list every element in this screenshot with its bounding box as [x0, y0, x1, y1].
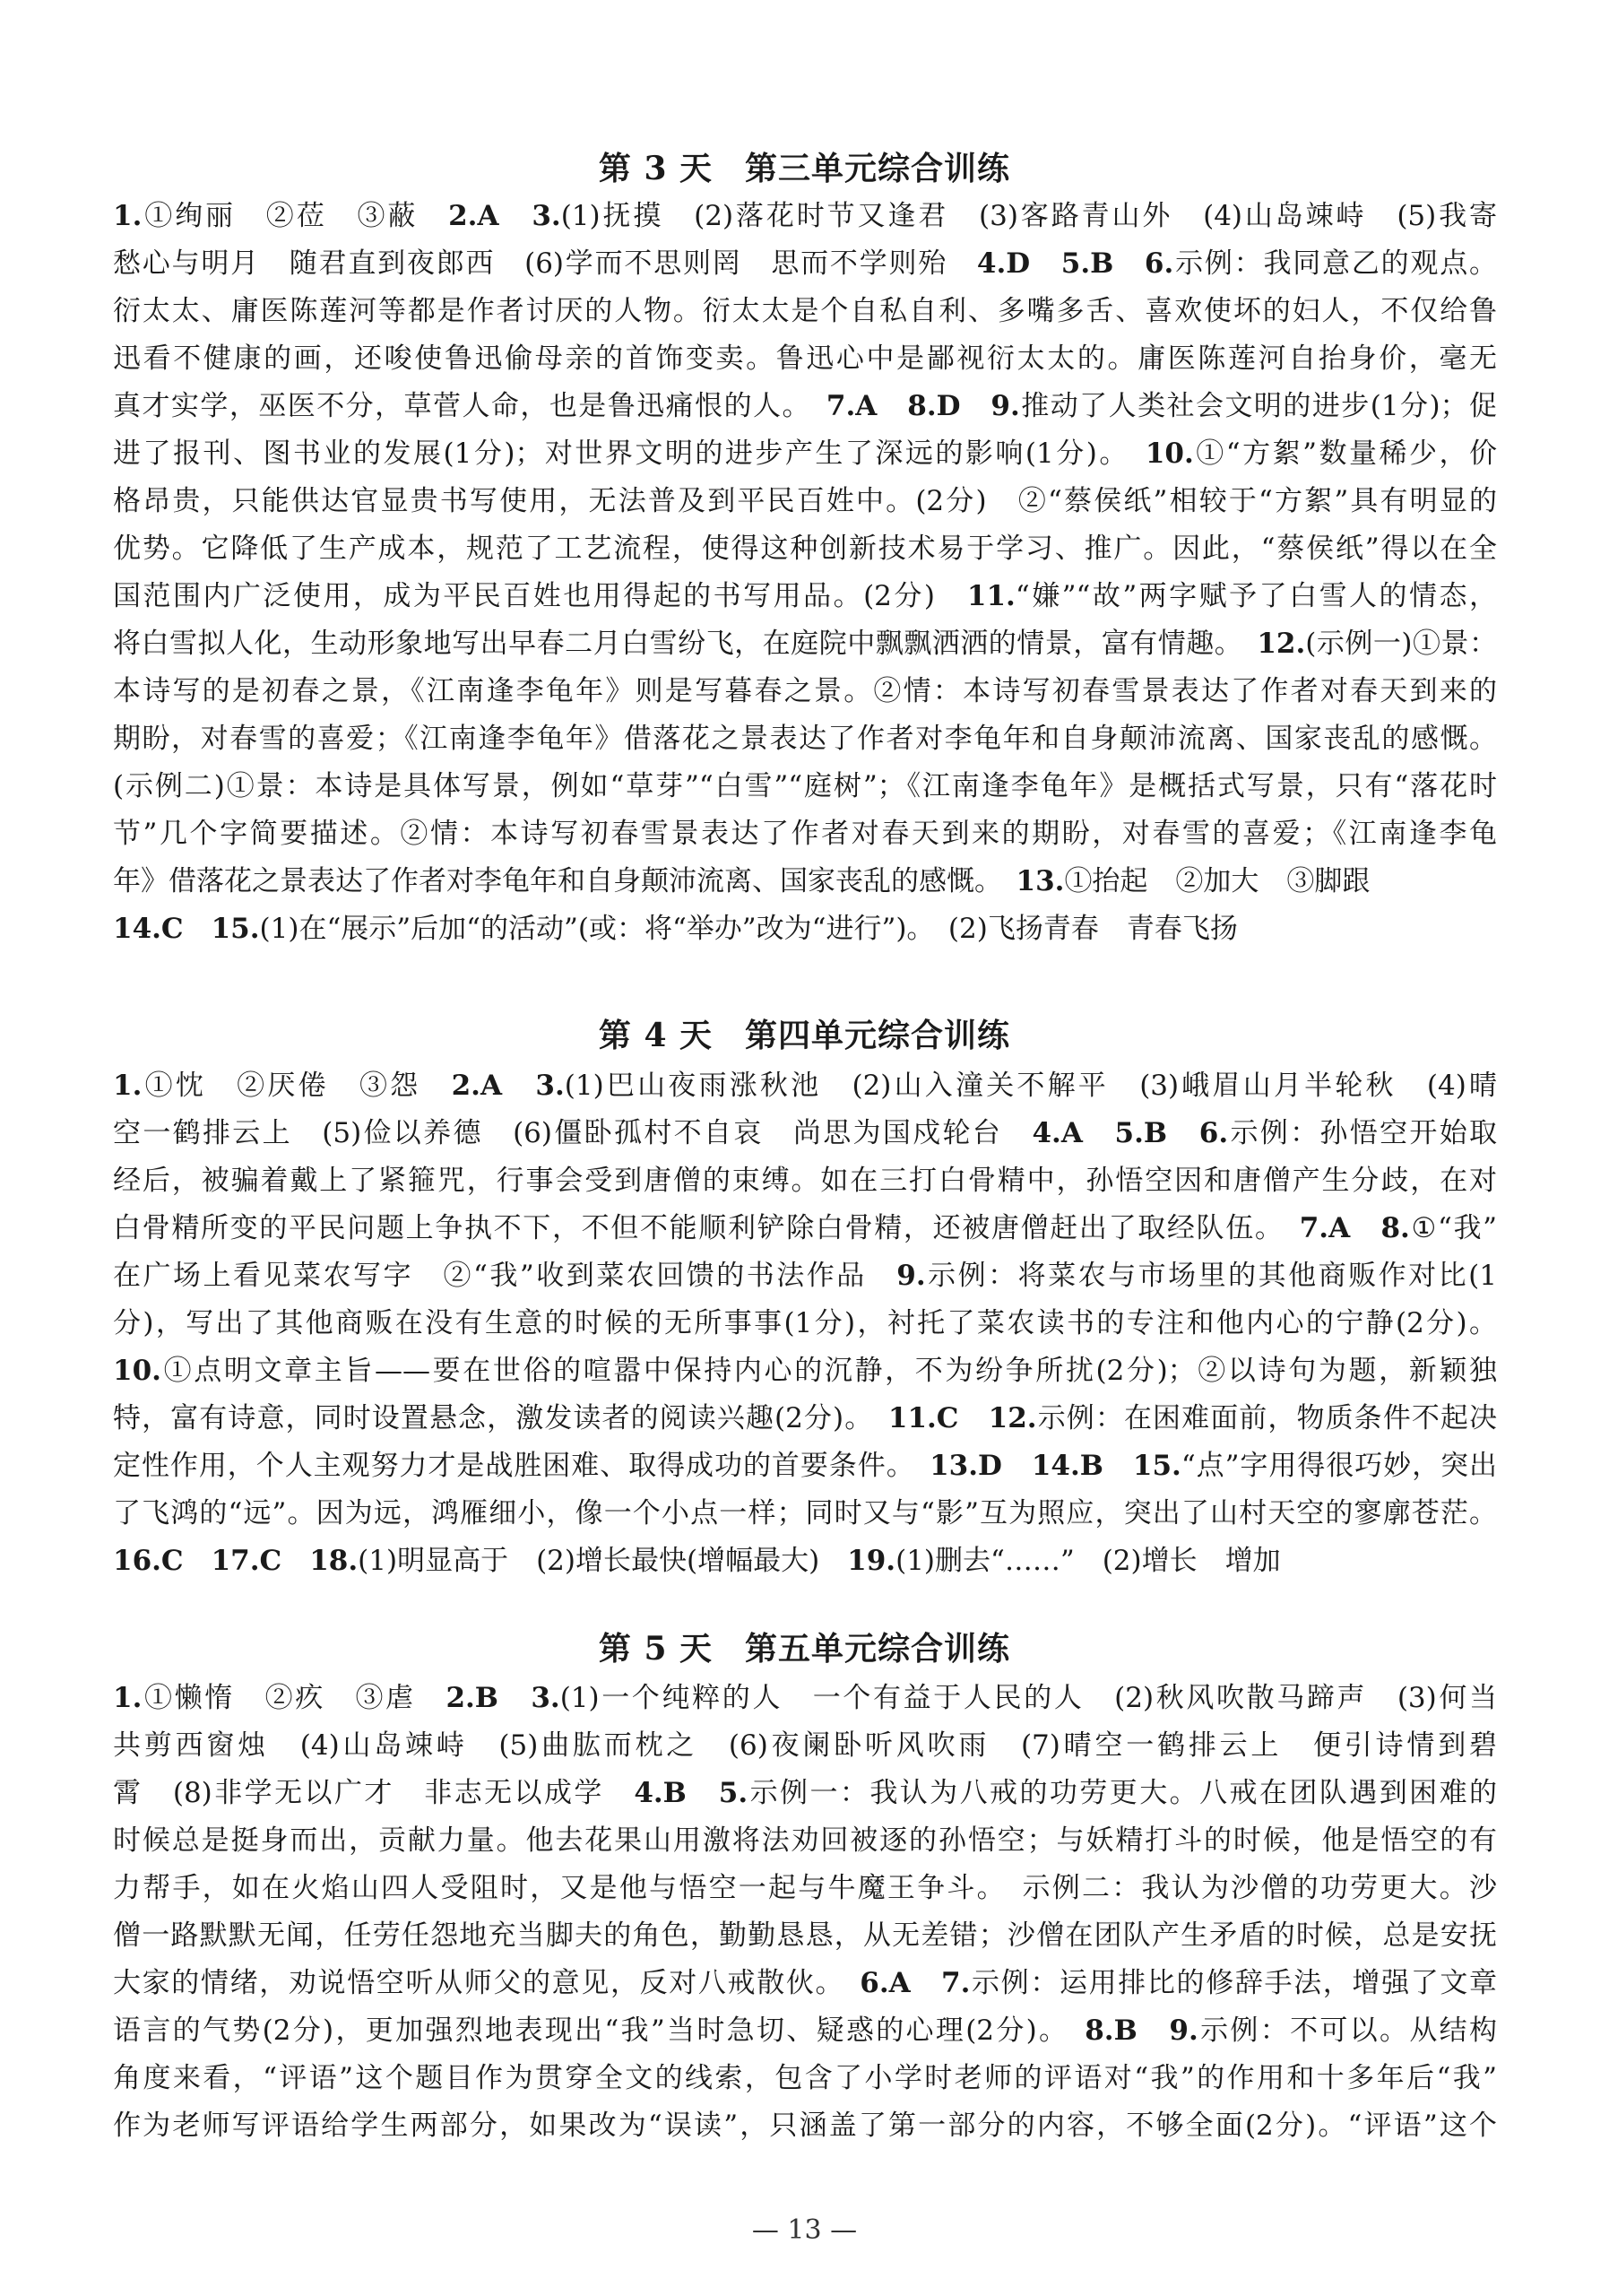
answer-line: 在广场上看见菜农写字 ②“我”收到菜农回馈的书法作品 9.示例：将菜农与市场里的其他商贩作对比(1: [113, 1260, 1497, 1292]
question-number: 4.B: [634, 1777, 687, 1809]
question-number: 1.: [113, 1070, 143, 1102]
question-number: 6.: [1144, 247, 1174, 280]
answer-line: 1.①忱 ②厌倦 ③怨 2.A 3.(1)巴山夜雨涨秋池 (2)山入潼关不解平 (3)峨眉山月半轮秋 (4)晴: [113, 1070, 1498, 1102]
answer-line: 16.C 17.C 18.(1)明显高于 (2)增长最快(增幅最大) 19.(1)删去“……” (2)增长 增加: [113, 1545, 1281, 1577]
answer-line: 大家的情绪，劝说悟空听从师父的意见，反对八戒散伙。 6.A 7.示例：运用排比的修辞手法，增强了文章: [113, 1967, 1498, 1999]
answer-line: 1.①绚丽 ②莅 ③蔽 2.A 3.(1)抚摸 (2)落花时节又逢君 (3)客路青山外 (4)山岛竦峙 (5)我寄: [113, 200, 1498, 232]
answer-line: 时候总是挺身而出，贡献力量。他去花果山用激将法劝回被逐的孙悟空；与妖精打斗的时候，他是悟空的有: [113, 1824, 1497, 1857]
answer-line: 霄 (8)非学无以广才 非志无以成学 4.B 5.示例一：我认为八戒的功劳更大。八戒在团队遇到困难的: [113, 1777, 1498, 1809]
question-number: 6.: [1198, 1117, 1229, 1149]
answer-line: 期盼，对春雪的喜爱；《江南逢李龟年》借落花之景表达了作者对李龟年和自身颠沛流离、国家丧乱的感慨。: [113, 723, 1497, 755]
question-number: 5.B: [1114, 1117, 1168, 1149]
answer-line: 本诗写的是初春之景，《江南逢李龟年》则是写暮春之景。②情：本诗写初春雪景表达了作者对春天到来的: [113, 675, 1497, 707]
question-number: 15.: [211, 913, 260, 945]
question-number: 7.A: [826, 390, 878, 422]
question-number: 19.: [847, 1545, 896, 1577]
section-day: 第 3 天: [598, 150, 714, 187]
section-heading-day4: [0, 1013, 1609, 1058]
section-answers-day4: [113, 1062, 1497, 1585]
answer-line: 定性作用，个人主观努力才是战胜困难、取得成功的首要条件。 13.D 14.B 15.“点”字用得很巧妙，突出: [113, 1450, 1497, 1482]
question-number: 11.: [966, 580, 1016, 612]
answer-line: 力帮手，如在火焰山四人受阻时，又是他与悟空一起与牛魔王争斗。 示例二：我认为沙僧的功劳更大。沙: [113, 1872, 1497, 1904]
section-day: 第 5 天: [598, 1630, 714, 1668]
answer-line: 14.C 15.(1)在“展示”后加“的活动”(或：将“举办”改为“进行”)。 (2)飞扬青春 青春飞扬: [113, 913, 1238, 945]
question-number: 9.: [896, 1260, 926, 1292]
answer-line: 共剪西窗烛 (4)山岛竦峙 (5)曲肱而枕之 (6)夜阑卧听风吹雨 (7)晴空一鹤排云上 便引诗情到碧: [113, 1729, 1497, 1762]
question-number: 3.: [531, 1682, 560, 1714]
question-number: 6.A: [860, 1967, 911, 1999]
answer-line: 将白雪拟人化，生动形象地写出早春二月白雪纷飞，在庭院中飘飘洒洒的情景，富有情趣。 12.(示例一)①景：: [113, 628, 1497, 660]
question-number: 15.: [1132, 1450, 1181, 1482]
section-answers-day5: [113, 1675, 1497, 2150]
question-number: 5.: [718, 1777, 748, 1809]
question-number: 13.: [1016, 865, 1065, 897]
section-heading-day5: [0, 1626, 1609, 1671]
question-number: 18.: [309, 1545, 359, 1577]
question-number: 5.B: [1060, 247, 1114, 280]
answer-line: 优势。它降低了生产成本，规范了工艺流程，使得这种创新技术易于学习、推广。因此，“蔡侯纸”得以在全: [113, 533, 1497, 565]
question-number: 8.B: [1085, 2014, 1138, 2047]
question-number: 17.C: [211, 1545, 282, 1577]
answer-line: 经后，被骗着戴上了紧箍咒，行事会受到唐僧的束缚。如在三打白骨精中，孙悟空因和唐僧产生分歧，在对: [113, 1165, 1497, 1197]
answer-line: 10.①点明文章主旨——要在世俗的喧嚣中保持内心的沉静，不为纷争所扰(2分)；②以诗句为题，新颖独: [113, 1355, 1497, 1387]
section-title: 第四单元综合训练: [745, 1017, 1011, 1054]
question-number: 2.A: [448, 200, 499, 232]
question-number: 8.: [1380, 1212, 1410, 1244]
answer-line: 白骨精所变的平民问题上争执不下，不但不能顺利铲除白骨精，还被唐僧赶出了取经队伍。 7.A 8.①“我”: [113, 1212, 1497, 1244]
question-number: 9.: [1169, 2014, 1198, 2047]
answer-line: 节”几个字简要描述。②情：本诗写初春雪景表达了作者对春天到来的期盼，对春雪的喜爱；《江南逢李龟: [113, 818, 1497, 850]
answer-line: 国范围内广泛使用，成为平民百姓也用得起的书写用品。(2分) 11.“嫌”“故”两字赋予了白雪人的情态，: [113, 580, 1497, 612]
question-number: 2.A: [451, 1070, 502, 1102]
section-answers-day3: [113, 193, 1497, 953]
question-number: 4.D: [976, 247, 1031, 280]
question-number: 12.: [1257, 628, 1306, 660]
page-number: — 13 —: [751, 2214, 858, 2246]
answer-line: 分)，写出了其他商贩在没有生意的时候的无所事事(1分)，衬托了菜农读书的专注和他内心的宁静(2分)。: [113, 1307, 1497, 1339]
question-number: 12.: [988, 1402, 1037, 1434]
answer-line: (示例二)①景：本诗是具体写景，例如“草芽”“白雪”“庭树”；《江南逢李龟年》是概括式写景，只有“落花时: [113, 770, 1497, 802]
answer-line: 衍太太、庸医陈莲河等都是作者讨厌的人物。衍太太是个自私自利、多嘴多舌、喜欢使坏的妇人，不仅给鲁: [113, 295, 1497, 327]
question-number: 9.: [990, 390, 1020, 422]
answer-line: 愁心与明月 随君直到夜郎西 (6)学而不思则罔 思而不学则殆 4.D 5.B 6.示例：我同意乙的观点。: [113, 247, 1498, 280]
answer-line: 进了报刊、图书业的发展(1分)；对世界文明的进步产生了深远的影响(1分)。 10.①“方絮”数量稀少，价: [113, 438, 1497, 470]
question-number: 10.: [1145, 438, 1194, 470]
question-number: 3.: [532, 200, 561, 232]
question-number: 2.B: [446, 1682, 499, 1714]
question-number: 14.B: [1031, 1450, 1103, 1482]
question-number: 7.: [941, 1967, 971, 1999]
question-number: 8.D: [907, 390, 961, 422]
section-title: 第五单元综合训练: [745, 1630, 1011, 1668]
section-title: 第三单元综合训练: [745, 150, 1011, 187]
question-number: 3.: [535, 1070, 565, 1102]
answer-line: 僧一路默默无闻，任劳任怨地充当脚夫的角色，勤勤恳恳，从无差错；沙僧在团队产生矛盾的时候，总是安抚: [113, 1919, 1497, 1952]
answer-line: 作为老师写评语给学生两部分，如果改为“误读”，只涵盖了第一部分的内容，不够全面(2分)。“评语”这个: [113, 2110, 1497, 2142]
question-number: 7.A: [1299, 1212, 1351, 1244]
answer-line: 1.①懒惰 ②疚 ③虐 2.B 3.(1)一个纯粹的人 一个有益于人民的人 (2)秋风吹散马蹄声 (3)何当: [113, 1682, 1498, 1714]
question-number: 16.C: [113, 1545, 184, 1577]
question-number: 10.: [113, 1355, 161, 1387]
answer-line: 格昂贵，只能供达官显贵书写使用，无法普及到平民百姓中。(2分) ②“蔡侯纸”相较于“方絮”具有明显的: [113, 485, 1497, 517]
question-number: 1.: [113, 200, 143, 232]
question-number: 1.: [113, 1682, 143, 1714]
section-heading-day3: [0, 146, 1609, 191]
answer-line: 了飞鸿的“远”。因为远，鸿雁细小，像一个小点一样；同时又与“影”互为照应，突出了山村天空的寥廓苍茫。: [113, 1497, 1497, 1529]
section-day: 第 4 天: [598, 1017, 714, 1054]
question-number: 14.C: [113, 913, 184, 945]
answer-line: 年》借落花之景表达了作者对李龟年和自身颠沛流离、国家丧乱的感慨。 13.①抬起 ②加大 ③脚跟: [113, 865, 1371, 897]
answer-line: 角度来看，“评语”这个题目作为贯穿全文的线索，包含了小学时老师的评语对“我”的作用和十多年后“我”: [113, 2062, 1497, 2094]
answer-line: 真才实学，巫医不分，草菅人命，也是鲁迅痛恨的人。 7.A 8.D 9.推动了人类社会文明的进步(1分)；促: [113, 390, 1498, 422]
answer-line: 迅看不健康的画，还唆使鲁迅偷母亲的首饰变卖。鲁迅心中是鄙视衍太太的。庸医陈莲河自抬身价，毫无: [113, 342, 1497, 375]
answer-line: 特，富有诗意，同时设置悬念，激发读者的阅读兴趣(2分)。 11.C 12.示例：在困难面前，物质条件不起决: [113, 1402, 1498, 1434]
question-number: 4.A: [1032, 1117, 1083, 1149]
answer-line: 空一鹤排云上 (5)俭以养德 (6)僵卧孤村不自哀 尚思为国戍轮台 4.A 5.B 6.示例：孙悟空开始取: [113, 1117, 1498, 1149]
question-number: 11.C: [887, 1402, 959, 1434]
question-number: 13.D: [930, 1450, 1002, 1482]
answer-line: 语言的气势(2分)，更加强烈地表现出“我”当时急切、疑惑的心理(2分)。 8.B 9.示例：不可以。从结构: [113, 2014, 1497, 2047]
